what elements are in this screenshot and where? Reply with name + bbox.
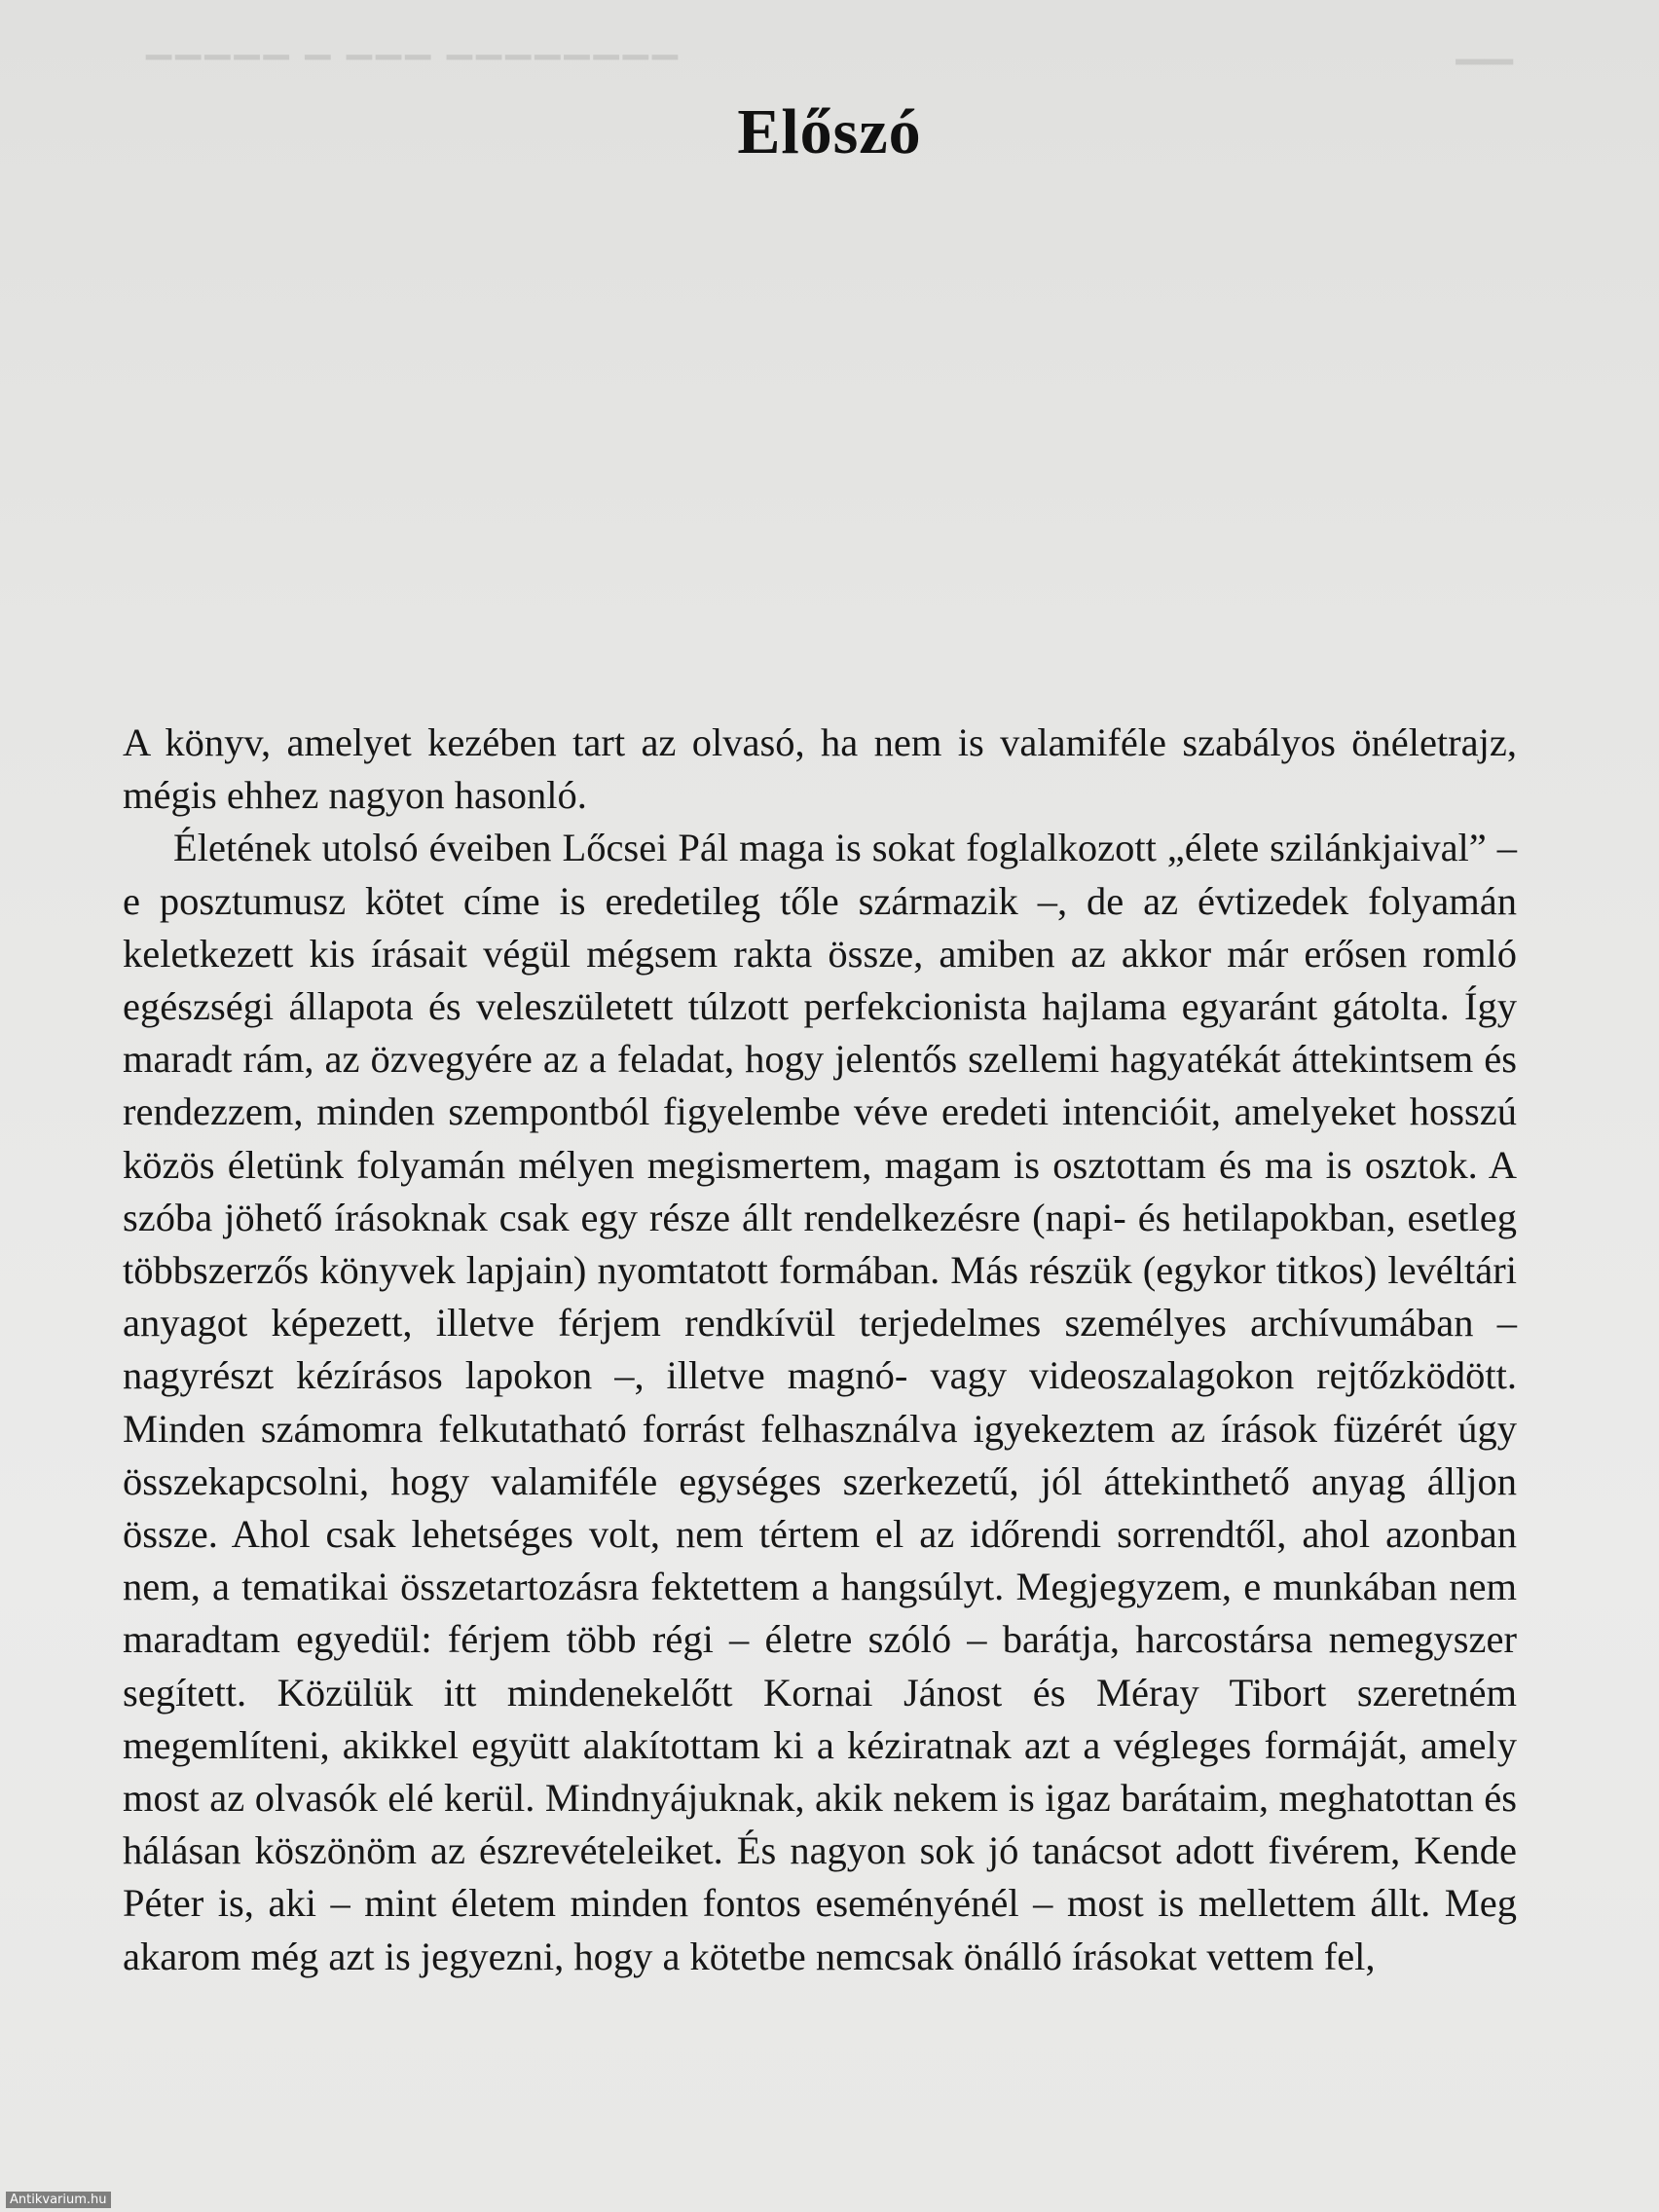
paragraph-1: A könyv, amelyet kezében tart az olvasó, ha nem is valamiféle szabályos önéletrajz, mégis ehhez nagyon hasonló. [123, 720, 1517, 818]
body-text [123, 717, 1517, 1983]
bleed-through-page-number: ▁▁ [1456, 23, 1513, 64]
paragraph-2: Életének utolsó éveiben Lőcsei Pál maga is sokat foglalkozott „élete szilánkjaival” – e posztumusz kötet címe is eredetileg tőle származik –, de az évtizedek folyamán keletkezett kis írásait végül mégsem rakta össze, amiben az akkor már erősen romló egészségi állapota és veleszületett túlzott perfekcionista hajlama egyaránt gátolta. Így maradt rám, az özvegyére az a feladat, hogy jelentős szellemi hagyatékát áttekintsem és rendezzem, minden szempontból figyelembe véve eredeti intencióit, amelyeket hosszú közös életünk folyamán mélyen megismertem, magam is osztottam és ma is osztok. A szóba jöhető írásoknak csak egy része állt rendelkezésre (napi- és hetilapokban, esetleg többszerzős könyvek lapjain) nyomtatott formában. Más részük (egykor titkos) levéltári anyagot képezett, illetve férjem rendkívül terjedelmes személyes archívumában – nagyrészt kézírásos lapokon –, illetve magnó- vagy videoszalagokon rejtőzködött. Minden számomra felkutatható forrást felhasználva igyekeztem az írások füzérét úgy összekapcsolni, hogy valamiféle egységes szerkezetű, jól áttekinthető anyag álljon össze. Ahol csak lehetséges volt, nem tértem el az időrendi sorrendtől, ahol azonban nem, a tematikai összetartozásra fektettem a hangsúlyt. Megjegyzem, e munkában nem maradtam egyedül: férjem több régi – életre szóló – barátja, harcostársa nemegyszer segített. Közülük itt mindenekelőtt Kornai Jánost és Méray Tibort szeretném megemlíteni, akikkel együtt alakítottam ki a kéziratnak azt a végleges formáját, amely most az olvasók elé kerül. Mindnyájuknak, akik nekem is igaz barátaim, meghatottan és hálásan köszönöm az észrevételeiket. És nagyon sok jó tanácsot adott fivérem, Kende Péter is, aki – mint életem minden fontos eseményénél – most is mellettem állt. Meg akarom még azt is jegyezni, hogy a kötetbe nemcsak önálló írásokat vettem fel, [123, 826, 1517, 1978]
page-title: Előszó [737, 96, 922, 167]
watermark: Antikvarium.hu [6, 2192, 111, 2208]
bleed-through-header: ▁▁▁▁▁ ▁ ▁▁▁ ▁▁▁▁▁▁▁▁ [146, 23, 682, 59]
